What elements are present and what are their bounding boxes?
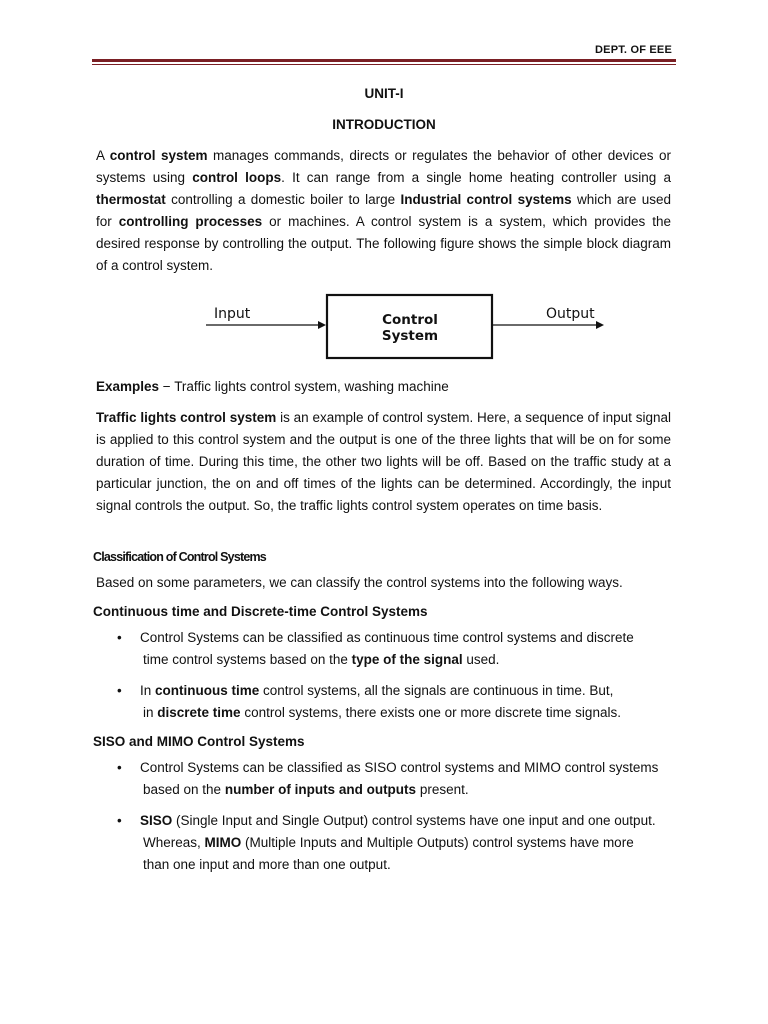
examples-line: Examples − Traffic lights control system, washing machine <box>96 379 449 394</box>
traffic-lights-paragraph: Traffic lights control system is an example of control system. Here, a sequence of input signal is applied to this control system and the output is one of the three lights that will be on for some duration of time. During this time, the other two lights will be off. Based on the traffic study at a particular junction, the on and off times of the lights can be determined. Accordingly, the input signal controls the output. So, the traffic lights control system operates on time basis. <box>96 410 671 513</box>
header-rule-thin <box>92 64 676 65</box>
intro-paragraph: A control system manages commands, directs or regulates the behavior of other devices or systems using control loops. It can range from a single home heating controller using a thermostat controlling a domestic boiler to large Industrial control systems which are used for controlling processes or machines. A control system is a system, which provides the desired response by controlling the output. The following figure shows the simple block diagram of a control system. <box>96 148 672 273</box>
unit-title: UNIT-I <box>364 86 404 101</box>
siso-mimo-list <box>117 757 672 876</box>
box-label-line2: System <box>381 328 439 344</box>
continuous-discrete-list <box>117 627 672 724</box>
input-arrow-head <box>318 321 326 329</box>
bullet-icon: • <box>117 630 122 645</box>
classification-text: Based on some parameters, we can classify the control systems into the following ways. <box>96 575 623 590</box>
diagram-input-label: Input <box>214 306 251 322</box>
diagram-output-label: Output <box>546 306 595 322</box>
siso-mimo-heading: SISO and MIMO Control Systems <box>93 734 305 749</box>
classification-heading: Classification of Control Systems <box>93 550 266 564</box>
bullet-icon: • <box>117 760 122 775</box>
box-label-line1: Control <box>382 312 438 328</box>
header-rule-thick <box>92 59 676 62</box>
page-title: INTRODUCTION <box>332 117 436 132</box>
list-item: • SISO (Single Input and Single Output) control systems have one input and one output. Whereas, MIMO (Multiple Inputs and Multiple Outputs) control systems have more than one input and more than one output. <box>117 810 672 876</box>
list-item: • Control Systems can be classified as SISO control systems and MIMO control systems based on the number of inputs and outputs present. <box>117 757 672 801</box>
bullet-icon: • <box>117 683 122 698</box>
bullet-icon: • <box>117 813 122 828</box>
continuous-discrete-heading: Continuous time and Discrete-time Control Systems <box>93 604 428 619</box>
list-item: • In continuous time control systems, all the signals are continuous in time. But, in discrete time control systems, there exists one or more discrete time signals. <box>117 680 672 724</box>
list-item: • Control Systems can be classified as continuous time control systems and discrete time control systems based on the type of the signal used. <box>117 627 672 671</box>
department-header: DEPT. OF EEE <box>595 44 672 56</box>
control-system-block-diagram <box>200 288 620 364</box>
output-arrow-head <box>596 321 604 329</box>
